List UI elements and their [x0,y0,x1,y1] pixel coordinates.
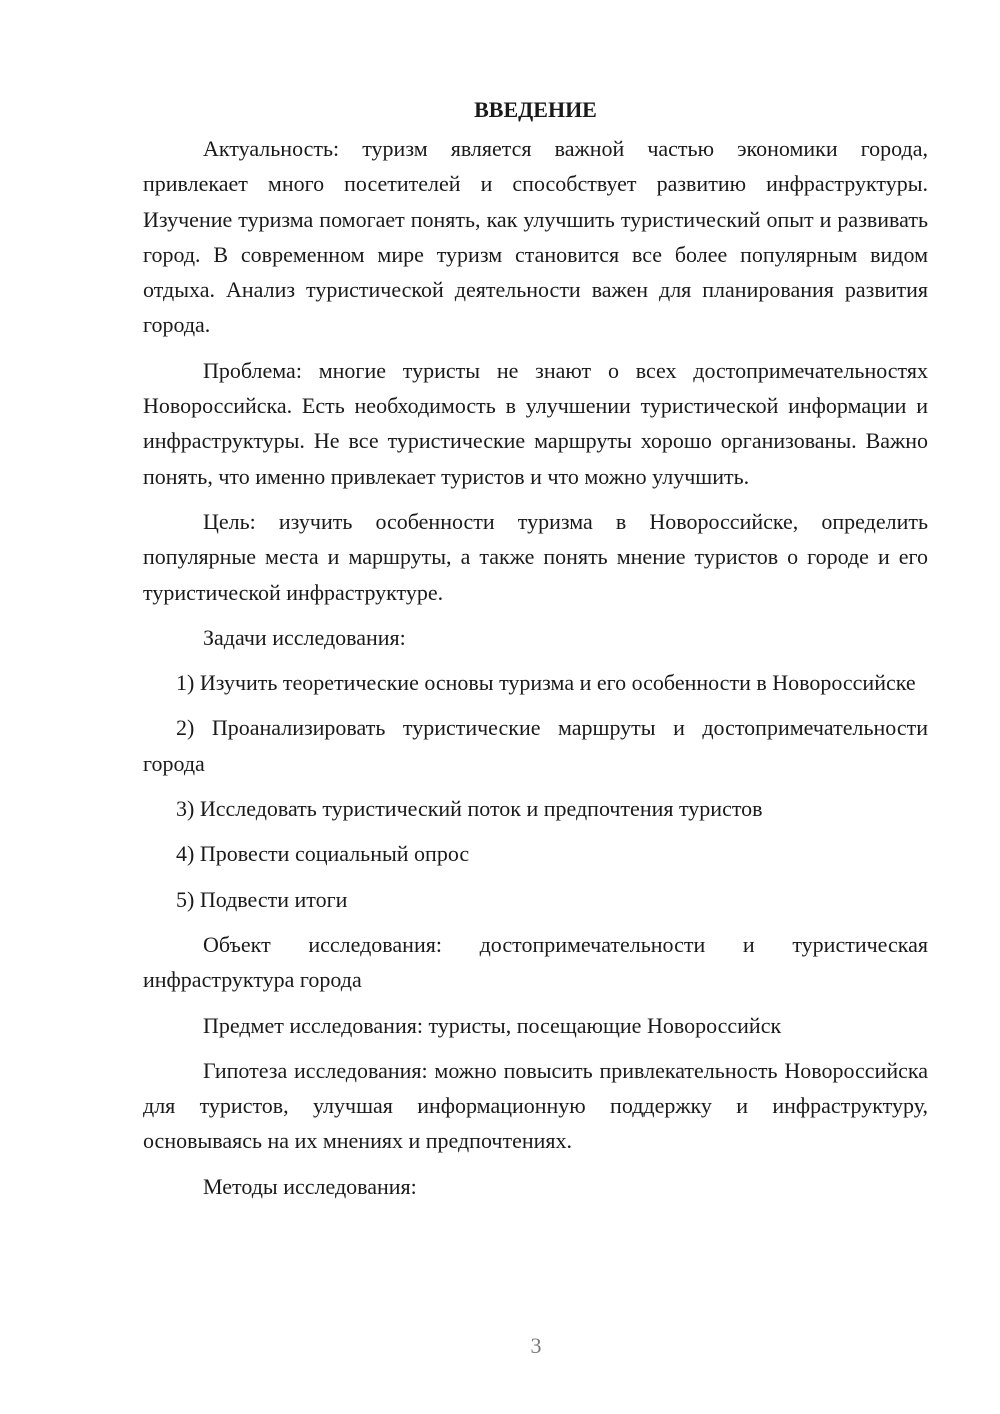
page-body [143,92,928,1214]
task-item: 2) Проанализировать туристические маршруты и достопримечательности города [143,715,928,776]
goal-paragraph: Цель: изучить особенности туризма в Новороссийске, определить популярные места и маршруты, а также понять мнение туристов о городе и его туристической инфраструктуре. [143,508,928,605]
task-item: 5) Подвести итоги [176,886,348,912]
problem-paragraph: Проблема: многие туристы не знают о всех достопримечательностях Новороссийска. Есть необходимость в улучшении туристической информации и инфраструктуры. Не все туристические маршруты хорошо организованы. Важно понять, что именно привлекает туристов и что можно улучшить. [143,357,928,489]
subject-paragraph: Предмет исследования: туристы, посещающие Новороссийск [203,1012,782,1038]
object-paragraph: Объект исследования: достопримечательности и туристическая инфраструктура города [143,931,928,993]
relevance-paragraph: Актуальность: туризм является важной частью экономики города, привлекает много посетителей и способствует развитию инфраструктуры. Изучение туризма помогает понять, как улучшить туристический опыт и развивать город. В современном мире туризм становится все более популярным видом отдыха. Анализ туристической деятельности важен для планирования развития города. [143,136,928,338]
task-item: 1) Изучить теоретические основы туризма и его особенности в Новороссийске [176,670,916,696]
task-item: 4) Провести социальный опрос [176,841,470,867]
methods-heading: Методы исследования: [203,1173,417,1199]
task-item: 3) Исследовать туристический поток и предпочтения туристов [176,796,763,822]
hypothesis-paragraph: Гипотеза исследования: можно повысить привлекательность Новороссийска для туристов, улучшая информационную поддержку и инфраструктуру, основываясь на их мнениях и предпочтениях. [143,1057,928,1154]
page-title: ВВЕДЕНИЕ [474,97,597,122]
tasks-heading: Задачи исследования: [203,624,406,650]
page-number: 3 [530,1333,542,1358]
